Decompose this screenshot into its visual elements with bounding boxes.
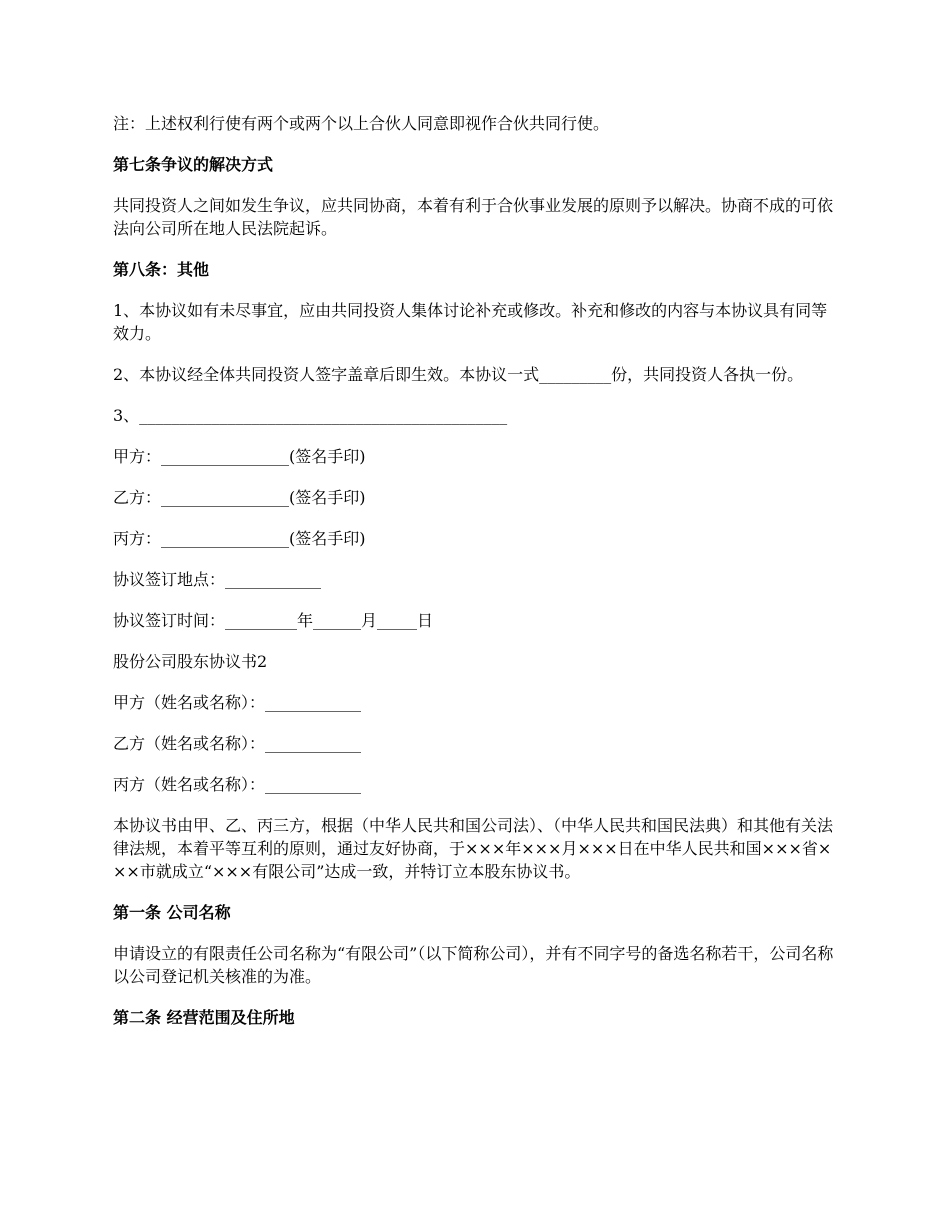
- party-a-name: 甲方（姓名或名称）：____________: [113, 693, 362, 712]
- note-paragraph: 注：上述权利行使有两个或两个以上合伙人同意即视作合伙共同行使。: [113, 114, 610, 133]
- document2-title: 股份公司股东协议书2: [113, 652, 268, 671]
- article1-body: 申请设立的有限责任公司名称为“有限公司”（以下简称公司），并有不同字号的备选名称若干，公司名称以公司登记机关核准的为准。: [113, 944, 834, 986]
- article8-heading: 第八条：其他: [113, 260, 210, 279]
- party-b-name: 乙方（姓名或名称）：____________: [113, 734, 362, 753]
- article7-body: 共同投资人之间如发生争议，应共同协商，本着有利于合伙事业发展的原则予以解决。协商不成的可依法向公司所在地人民法院起诉。: [113, 196, 834, 238]
- signature-party-a: 甲方：________________(签名手印): [113, 447, 366, 466]
- article8-item-1: 1、本协议如有未尽事宜，应由共同投资人集体讨论补充或修改。补充和修改的内容与本协议具有同等效力。: [113, 301, 828, 343]
- article1-heading: 第一条 公司名称: [113, 903, 231, 922]
- article8-item-2: 2、本协议经全体共同投资人签字盖章后即生效。本协议一式_________份，共同投资人各执一份。: [113, 365, 804, 384]
- party-c-name: 丙方（姓名或名称）：____________: [113, 775, 362, 794]
- article2-heading: 第二条 经营范围及住所地: [113, 1008, 295, 1027]
- intro-paragraph: 本协议书由甲、乙、丙三方，根据（中华人民共和国公司法）、（中华人民共和国民法典）和其他有关法律法规，本着平等互利的原则，通过友好协商，于×××年×××月×××日在中华人民共和国×××省×××市就成立“×××有限公司”达成一致，并特订立本股东协议书。: [113, 816, 834, 881]
- article7-heading: 第七条争议的解决方式: [113, 155, 274, 174]
- signing-time: 协议签订时间：_________年______月_____日: [113, 611, 434, 630]
- article8-item-3: 3、______________________________________________: [113, 406, 508, 425]
- document-content: [113, 112, 841, 1047]
- signature-party-b: 乙方：________________(签名手印): [113, 488, 366, 507]
- signing-place: 协议签订地点：____________: [113, 570, 322, 589]
- signature-party-c: 丙方：________________(签名手印): [113, 529, 366, 548]
